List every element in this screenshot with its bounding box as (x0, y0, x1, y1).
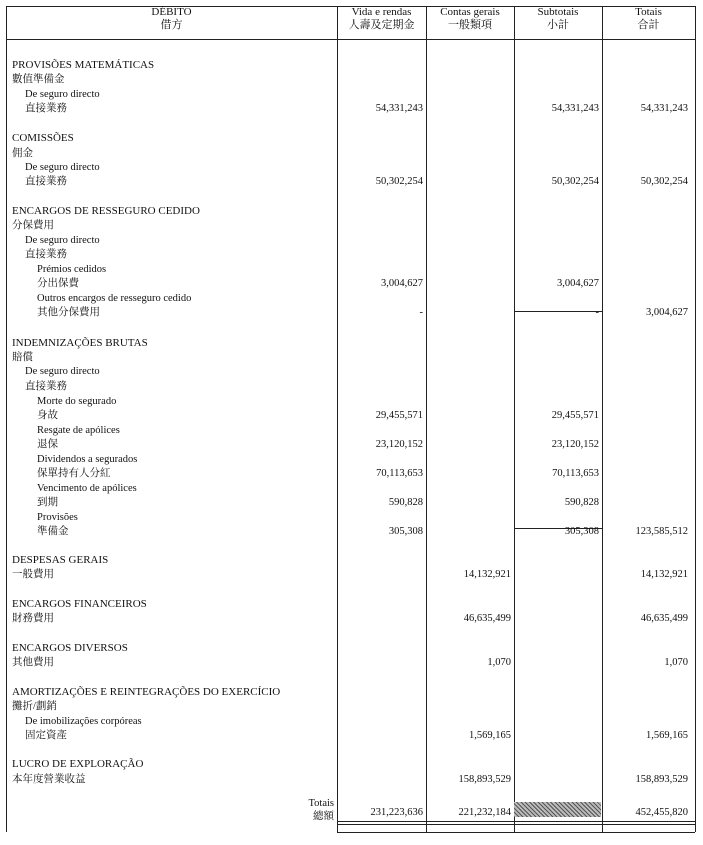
table-row (6, 510, 696, 525)
total-value: 14,132,921 (640, 569, 688, 580)
table-row (6, 714, 696, 729)
table-row (6, 72, 696, 87)
row-label: 分保費用 (12, 220, 54, 231)
table-row (6, 466, 696, 481)
total-value: 158,893,529 (635, 774, 688, 785)
header-debit-zh: 借方 (160, 19, 183, 31)
table-row (6, 174, 696, 189)
table-row (6, 655, 696, 670)
total-value: 46,635,499 (640, 613, 688, 624)
subtotal-value: 305,308 (564, 526, 599, 537)
row-label: 直接業務 (25, 249, 67, 260)
total-value: 1,569,165 (646, 730, 688, 741)
subtotal-value: 29,455,571 (551, 410, 599, 421)
table-row (6, 611, 696, 626)
row-label: Vencimento de apólices (37, 483, 137, 494)
table-row (6, 379, 696, 394)
table-row (6, 699, 696, 714)
totals-label-zh: 總額 (313, 811, 334, 822)
life-value: 29,455,571 (375, 410, 423, 421)
header-totals-zh: 合計 (637, 19, 660, 31)
header-life-pt: Vida e rendas (351, 6, 412, 18)
table-row (6, 437, 696, 452)
row-label: 退保 (37, 439, 58, 450)
section-heading-row (6, 131, 696, 146)
table-row (6, 87, 696, 102)
row-label: Provisões (37, 512, 78, 523)
header-subtotals-zh: 小計 (547, 19, 569, 31)
section-heading: ENCARGOS FINANCEIROS (12, 598, 147, 610)
life-value: 3,004,627 (381, 278, 423, 289)
row-label: De seguro directo (25, 366, 100, 377)
subtotal-value: 70,113,653 (552, 468, 599, 479)
subtotal-value: 50,302,254 (551, 176, 599, 187)
row-label: Outros encargos de resseguro cedido (37, 293, 192, 304)
header-subtotals (514, 6, 602, 38)
section-heading: PROVISÕES MATEMÁTICAS (12, 59, 155, 71)
row-label: 固定資產 (25, 730, 67, 741)
header-life-zh: 人壽及定期金 (348, 19, 415, 31)
row-label: De imobilizações corpóreas (25, 716, 142, 727)
header-debit-pt: DÉBITO (151, 6, 192, 18)
section-heading: ENCARGOS DIVERSOS (12, 642, 128, 654)
statement-table (6, 6, 696, 838)
header-subtotals-pt: Subtotais (537, 6, 579, 18)
table-row (6, 728, 696, 743)
table-row (6, 276, 696, 291)
table-row (6, 350, 696, 365)
table-row (6, 160, 696, 175)
header-totals (602, 6, 695, 38)
header-life (337, 6, 426, 38)
row-label: Morte do segurado (37, 396, 117, 407)
life-value: - (419, 307, 423, 318)
table-row (6, 247, 696, 262)
row-label: 其他分保費用 (37, 307, 100, 318)
total-value: 54,331,243 (640, 103, 688, 114)
row-label: 身故 (37, 410, 58, 421)
section-heading: AMORTIZAÇÕES E REINTEGRAÇÕES DO EXERCÍCIO (12, 686, 281, 698)
header-debit (6, 6, 337, 38)
header-general-zh: 一般類項 (448, 19, 492, 31)
section-heading: INDEMNIZAÇÕES BRUTAS (12, 337, 148, 349)
totals-label-pt: Totais (308, 798, 334, 809)
row-label: 分出保費 (37, 278, 79, 289)
table-row (6, 495, 696, 510)
section-heading-row (6, 58, 696, 73)
life-value: 50,302,254 (375, 176, 423, 187)
general-value: 14,132,921 (463, 569, 511, 580)
section-heading: DESPESAS GERAIS (12, 554, 109, 566)
table-row (6, 233, 696, 248)
total-general: 221,232,184 (458, 807, 511, 818)
table-row (6, 218, 696, 233)
general-value: 46,635,499 (463, 613, 511, 624)
row-label: 準備金 (37, 526, 69, 537)
section-heading-row (6, 597, 696, 612)
subtotal-value: - (595, 307, 599, 318)
row-label: De seguro directo (25, 89, 100, 100)
section-heading-row (6, 336, 696, 351)
section-heading-row (6, 641, 696, 656)
totals-double-rule (337, 824, 695, 825)
header-general-pt: Contas gerais (440, 6, 500, 18)
table-row (6, 146, 696, 161)
total-value: 123,585,512 (635, 526, 688, 537)
section-heading: ENCARGOS DE RESSEGURO CEDIDO (12, 205, 200, 217)
row-label: 財務費用 (12, 613, 54, 624)
row-label: Prémios cedidos (37, 264, 107, 275)
row-label: 其他費用 (12, 657, 54, 668)
section-heading-row (6, 685, 696, 700)
row-label: Resgate de apólices (37, 425, 120, 436)
row-label: 攤折/劃銷 (12, 701, 57, 712)
life-value: 590,828 (388, 497, 423, 508)
subtotal-value: 590,828 (564, 497, 599, 508)
table-row (6, 262, 696, 277)
total-value: 3,004,627 (646, 307, 688, 318)
table-row (6, 394, 696, 409)
table-row (6, 408, 696, 423)
row-label: 賠償 (12, 352, 33, 363)
life-value: 305,308 (388, 526, 423, 537)
header-rule (6, 39, 696, 40)
total-value: 50,302,254 (640, 176, 688, 187)
table-row (6, 452, 696, 467)
subtotal-value: 54,331,243 (551, 103, 599, 114)
row-label: 到期 (37, 497, 58, 508)
table-row (6, 481, 696, 496)
row-label: 一般費用 (12, 569, 54, 580)
row-label: 佣金 (12, 148, 33, 159)
life-value: 23,120,152 (375, 439, 423, 450)
shaded-cell (514, 802, 601, 817)
table-row (6, 291, 696, 306)
subtotal-value: 3,004,627 (557, 278, 599, 289)
header-totals-pt: Totais (635, 6, 662, 18)
table-row (6, 524, 696, 539)
header-general (426, 6, 514, 38)
section-heading-row (6, 553, 696, 568)
general-value: 158,893,529 (458, 774, 511, 785)
row-label: 直接業務 (25, 381, 67, 392)
total-life: 231,223,636 (370, 807, 423, 818)
life-value: 54,331,243 (375, 103, 423, 114)
table-row (6, 772, 696, 787)
total-value: 1,070 (664, 657, 688, 668)
general-value: 1,569,165 (469, 730, 511, 741)
general-value: 1,070 (487, 657, 511, 668)
table-row (6, 567, 696, 582)
subtotal-value: 23,120,152 (551, 439, 599, 450)
row-label: 直接業務 (25, 103, 67, 114)
life-value: 70,113,653 (376, 468, 423, 479)
section-heading-row (6, 204, 696, 219)
section-heading: LUCRO DE EXPLORAÇÃO (12, 758, 144, 770)
totals-rule (337, 821, 695, 822)
table-row (6, 305, 696, 320)
section-heading-row (6, 757, 696, 772)
row-label: 直接業務 (25, 176, 67, 187)
table-row (6, 364, 696, 379)
row-label: Dividendos a segurados (37, 454, 138, 465)
table-row (6, 423, 696, 438)
total-grand: 452,455,820 (635, 807, 688, 818)
row-label: 本年度營業收益 (12, 774, 86, 785)
table-bottom-rule (337, 832, 695, 833)
row-label: 數值準備金 (12, 74, 65, 85)
section-heading: COMISSÕES (12, 132, 74, 144)
row-label: De seguro directo (25, 162, 100, 173)
row-label: 保單持有人分紅 (37, 468, 111, 479)
row-label: De seguro directo (25, 235, 100, 246)
table-row (6, 101, 696, 116)
